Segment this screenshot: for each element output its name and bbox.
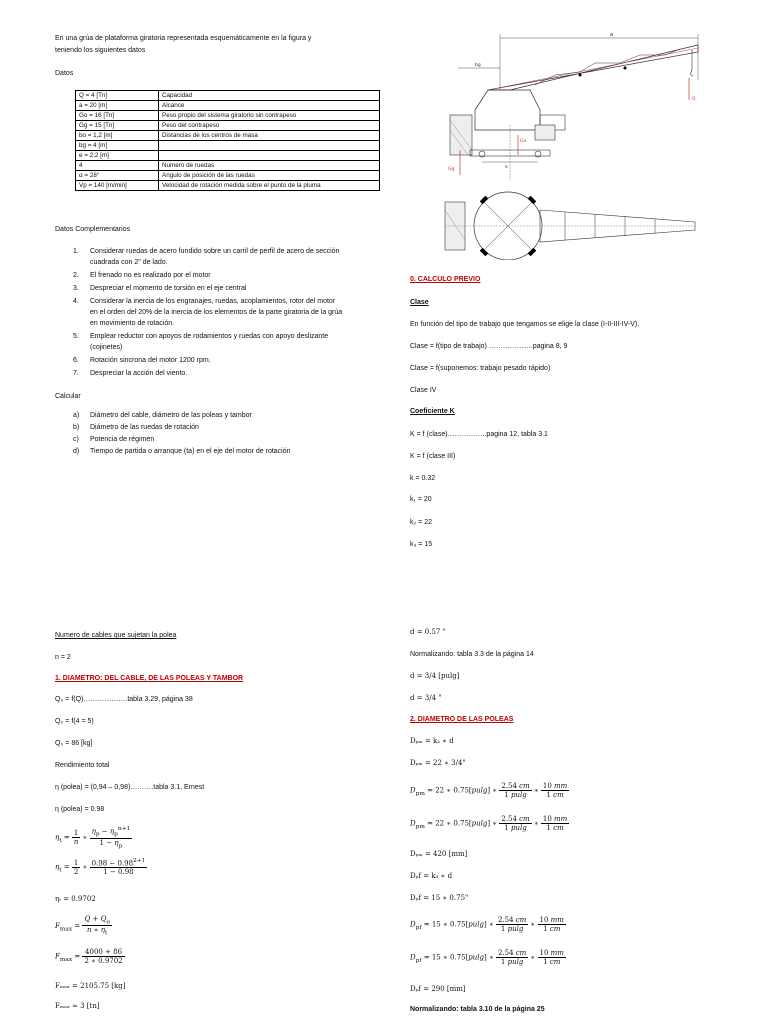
svg-text:a: a xyxy=(610,32,614,38)
diametro-title: 1. DIAMETRO: DEL CABLE, DE LAS POLEAS Y TAMBOR xyxy=(55,675,244,682)
calcular-title: Calcular xyxy=(55,393,81,400)
complementario-text: Considerar la inercia de los engranajes, ruedas, acoplamientos, rotor del motor xyxy=(90,298,336,305)
k-value: k = 0.32 xyxy=(410,475,436,482)
complementario-number: 2. xyxy=(73,272,79,279)
cables-heading: Numero de cables que sujetan la polea xyxy=(55,632,177,639)
complementario-text: Considerar ruedas de acero fundido sobre un carril de perfil de acero de sección xyxy=(90,248,340,255)
datos-value-cell: bg = 4 [m] xyxy=(76,141,159,151)
datos-description-cell: Capacidad xyxy=(159,91,380,101)
datos-value-cell: e = 2,2 [m] xyxy=(76,151,159,161)
fmax-approx: Fₘₐₓ ≈ 3 [tn] xyxy=(55,1002,100,1010)
datos-row xyxy=(76,141,380,151)
complementario-number: 1. xyxy=(73,248,79,255)
k3-value: k₃ = 15 xyxy=(410,541,433,548)
calcular-letter: c) xyxy=(73,436,79,443)
datos-row xyxy=(76,171,380,181)
dpf-substituted: Dₚf = 15 ∗ 0.75" xyxy=(410,894,469,902)
rendimiento-heading: Rendimiento total xyxy=(55,762,110,769)
dpm-result: Dₚₘ = 420 [mm] xyxy=(410,850,468,858)
d-value-2: d = 3/4 [pulg] xyxy=(410,672,460,680)
clase-formula-2: Clase = f(suponemos: trabajo pesado rápido) xyxy=(410,365,551,372)
svg-text:Q: Q xyxy=(692,97,696,102)
datos-row xyxy=(76,181,380,191)
datos-row xyxy=(76,131,380,141)
datos-value-cell: Gg = 15 [Tn] xyxy=(76,121,159,131)
clase-heading: Clase xyxy=(410,299,429,306)
k2-value: k₂ = 22 xyxy=(410,519,432,526)
clase-iv: Clase IV xyxy=(410,387,437,394)
datos-description-cell: Distancias de los centros de masa xyxy=(159,131,380,141)
q0-value: Q₀ = 86 [kg] xyxy=(55,740,93,747)
calcular-letter: b) xyxy=(73,424,80,431)
datos-description-cell xyxy=(159,141,380,151)
complementario-text: Despreciar el momento de torsión en el eje central xyxy=(90,285,247,292)
normalizando-2: Normalizando: tabla 3.10 de la página 25 xyxy=(410,1006,545,1013)
eta-total-formula: $\eta_t$ = $\frac{1}{n}$ ∗ $\frac{\eta_p - \eta_p^{n+1}}{1 - \eta_p}$ xyxy=(55,826,131,850)
dpf-conversion-1: $D_{pf} = 15$ ∗ 0.75[pulg] ∗ $\frac{2.54 cm}{1 pulg}$ ∗ $\frac{10 mm}{1 cm}$ xyxy=(410,916,564,933)
complementario-text: en movimiento de rotación. xyxy=(90,320,175,327)
poleas-title: 2. DIAMETRO DE LAS POLEAS xyxy=(410,716,514,723)
dpm-conversion-1: $D_{pm} = 22$ ∗ 0.75[pulg] ∗ $\frac{2.54 cm}{1 pulg}$ ∗ $\frac{10 mm}{1 cm}$ xyxy=(410,782,568,799)
d-value-1: d = 0.57 " xyxy=(410,628,446,636)
datos-value-cell: Vp = 140 [m/min] xyxy=(76,181,159,191)
calculo-previo-title: 0. CALCULO PREVIO xyxy=(410,276,481,283)
eta-total-result: ηₜ = 0.9702 xyxy=(55,895,96,903)
eta-value: η (polea) = 0.98 xyxy=(55,806,105,813)
dpm-conversion-2: $D_{pm} = 22$ ∗ 0.75[pulg] ∗ $\frac{2.54 cm}{1 pulg}$ ∗ $\frac{10 mm}{1 cm}$ xyxy=(410,815,568,832)
q0-formula-2: Q₀ = f(4 = 5) xyxy=(55,718,94,725)
calcular-letter: d) xyxy=(73,448,80,455)
datos-title: Datos xyxy=(55,70,74,77)
eta-range: η (polea) = (0,94 – 0,98)……….tabla 3.1, Ernest xyxy=(55,784,205,791)
complementario-text: Despreciar la acción del viento. xyxy=(90,370,188,377)
datos-value-cell: a = 20 [m] xyxy=(76,101,159,111)
k1-value: k₁ = 20 xyxy=(410,496,432,503)
k-formula-2: K = f (clase III) xyxy=(410,453,456,460)
datos-description-cell: Peso del contrapeso xyxy=(159,121,380,131)
calcular-item: Diámetro de las ruedas de rotación xyxy=(90,424,199,431)
datos-description-cell: Peso propio del sistema giratorio sin contrapeso xyxy=(159,111,380,121)
datos-value-cell: Go = 16 [Tn] xyxy=(76,111,159,121)
svg-text:bg: bg xyxy=(475,63,481,68)
n-value: n = 2 xyxy=(55,654,71,661)
normalizando-1: Normalizando: tabla 3.3 de la página 14 xyxy=(410,651,534,658)
datos-row xyxy=(76,121,380,131)
complementario-number: 6. xyxy=(73,357,79,364)
complementario-number: 3. xyxy=(73,285,79,292)
datos-table xyxy=(75,90,380,191)
complementario-text: cuadrada con 2" de lado. xyxy=(90,259,168,266)
complementario-number: 7. xyxy=(73,370,79,377)
complementario-text: El frenado no es realizado por el motor xyxy=(90,272,211,279)
complementario-text: en el orden del 20% de la inercia de los elementos de la parte giratoria de la grúa xyxy=(90,309,343,316)
datos-row xyxy=(76,91,380,101)
datos-description-cell: Alcance xyxy=(159,101,380,111)
crane-diagram xyxy=(440,30,710,260)
svg-text:Go: Go xyxy=(520,139,527,144)
datos-description-cell: Angulo de posición de las ruedas xyxy=(159,171,380,181)
fmax-substituted: $F_{max}$ = $\frac{4000 + 86}{2 ∗ 0.9702}$ xyxy=(55,948,123,965)
intro-line-2: teniendo los siguientes datos xyxy=(55,47,146,54)
d-value-3: d = 3/4 " xyxy=(410,694,442,702)
calcular-letter: a) xyxy=(73,412,80,419)
datos-row xyxy=(76,151,380,161)
complementarios-title: Datos Complementarios xyxy=(55,226,131,233)
dpm-formula: Dₚₘ = k₂ ∗ d xyxy=(410,737,454,745)
svg-text:Gg: Gg xyxy=(448,167,455,172)
clase-paragraph: En función del tipo de trabajo que tengamos se elige la clase (I-II-III-IV-V). xyxy=(410,321,640,328)
complementario-text: Emplear reductor con apoyos de rodamientos y ruedas con apoyo deslizante xyxy=(90,333,329,340)
datos-description-cell xyxy=(159,151,380,161)
datos-value-cell: 4 xyxy=(76,161,159,171)
datos-value-cell: Q = 4 [Tn] xyxy=(76,91,159,101)
fmax-formula: $F_{max}$ = $\frac{Q + Q_o}{n ∗ \eta_t}$ xyxy=(55,915,110,937)
datos-value-cell: α = 28° xyxy=(76,171,159,181)
svg-text:e: e xyxy=(505,165,508,170)
datos-description-cell: Velocidad de rotación medida sobre el punto de la pluma xyxy=(159,181,380,191)
coeficiente-heading: Coeficiente K xyxy=(410,408,455,415)
fmax-result: Fₘₐₓ = 2105.75 [kg] xyxy=(55,982,126,990)
q0-formula-1: Q₀ = f(Q)……………….tabla 3.29, página 38 xyxy=(55,696,193,703)
datos-row xyxy=(76,161,380,171)
calcular-item: Tiempo de partida o arranque (ta) en el eje del motor de rotación xyxy=(90,448,291,455)
complementario-text: (cojinetes) xyxy=(90,344,123,351)
datos-row xyxy=(76,111,380,121)
complementario-number: 4. xyxy=(73,298,79,305)
datos-value-cell: bo = 1,2 [m] xyxy=(76,131,159,141)
dpf-formula: Dₚf = k₃ ∗ d xyxy=(410,872,453,880)
calcular-item: Diámetro del cable, diámetro de las poleas y tambor xyxy=(90,412,252,419)
complementario-number: 5. xyxy=(73,333,79,340)
calcular-item: Potencia de régimen xyxy=(90,436,155,443)
complementario-text: Rotación sincrona del motor 1200 rpm. xyxy=(90,357,211,364)
intro-line-1: En una grúa de plataforma giratoria representada esquemáticamente en la figura y xyxy=(55,35,312,42)
dpf-result: Dₚf = 290 [mm] xyxy=(410,985,466,993)
clase-formula-1: Clase = f(tipo de trabajo) ……………….pagina 8, 9 xyxy=(410,343,568,350)
datos-description-cell: Numero de ruedas xyxy=(159,161,380,171)
eta-total-substituted: $\eta_t$ = $\frac{1}{2}$ ∗ $\frac{0.98 - 0.98^{2+1}}{1 - 0.98}$ xyxy=(55,858,146,877)
dpm-substituted: Dₚₘ = 22 ∗ 3/4" xyxy=(410,759,466,767)
dpf-conversion-2: $D_{pf} = 15$ ∗ 0.75[pulg] ∗ $\frac{2.54 cm}{1 pulg}$ ∗ $\frac{10 mm}{1 cm}$ xyxy=(410,949,564,966)
datos-row xyxy=(76,101,380,111)
k-formula-1: K = f (clase)……………..pagina 12, tabla 3.1 xyxy=(410,431,548,438)
